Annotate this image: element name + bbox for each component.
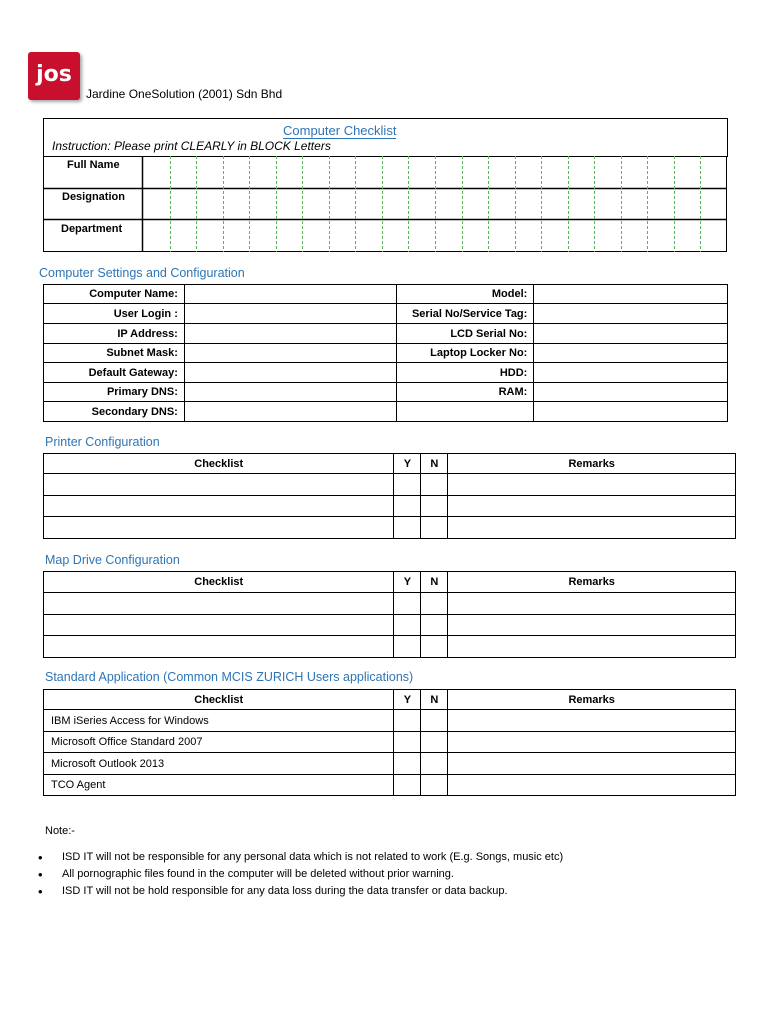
settings-label: Computer Name:: [44, 285, 185, 304]
n-cell[interactable]: [421, 636, 448, 658]
settings-row: [44, 285, 728, 304]
n-cell[interactable]: [421, 710, 448, 732]
remarks-cell[interactable]: [448, 710, 736, 732]
note-item: • ISD IT will not be responsible for any personal data which is not related to work (E.g. Songs, music etc): [38, 851, 563, 868]
notes-list: [38, 851, 563, 902]
settings-value-input[interactable]: [184, 304, 397, 324]
n-header: N: [421, 690, 448, 710]
y-header: Y: [394, 454, 421, 474]
settings-value-input[interactable]: [534, 383, 728, 402]
remarks-cell[interactable]: [448, 775, 736, 796]
checklist-header: Checklist: [44, 454, 394, 474]
settings-label: Laptop Locker No:: [397, 344, 534, 363]
checklist-cell[interactable]: [44, 496, 394, 517]
remarks-header: Remarks: [448, 690, 736, 710]
checklist-cell[interactable]: [44, 474, 394, 496]
settings-label: Default Gateway:: [44, 363, 185, 383]
note-item: • All pornographic files found in the computer will be deleted without prior warning.: [38, 868, 563, 885]
app-name: TCO Agent: [44, 775, 394, 796]
table-row: [44, 732, 736, 753]
settings-row: [44, 344, 728, 363]
table-header-row: [44, 572, 736, 593]
remarks-cell[interactable]: [448, 474, 736, 496]
y-cell[interactable]: [394, 732, 421, 753]
settings-row: [44, 324, 728, 344]
table-row: [44, 517, 736, 539]
settings-label: Primary DNS:: [44, 383, 185, 402]
settings-value-input[interactable]: [184, 402, 397, 422]
settings-row: [44, 383, 728, 402]
remarks-cell[interactable]: [448, 615, 736, 636]
y-cell[interactable]: [394, 775, 421, 796]
y-cell[interactable]: [394, 615, 421, 636]
checklist-cell[interactable]: [44, 615, 394, 636]
y-header: Y: [394, 690, 421, 710]
n-cell[interactable]: [421, 753, 448, 775]
table-header-row: [44, 690, 736, 710]
y-header: Y: [394, 572, 421, 593]
checklist-header: Checklist: [44, 572, 394, 593]
settings-value-input[interactable]: [184, 285, 397, 304]
printer-heading: Printer Configuration: [45, 435, 160, 449]
settings-label: Secondary DNS:: [44, 402, 185, 422]
table-row: [44, 593, 736, 615]
name-fields-block: [43, 156, 727, 252]
form-title: Computer Checklist: [283, 123, 397, 138]
remarks-cell[interactable]: [448, 517, 736, 539]
designation-label: Designation: [62, 191, 125, 203]
settings-value-input[interactable]: [184, 324, 397, 344]
n-cell[interactable]: [421, 615, 448, 636]
table-row: [44, 775, 736, 796]
y-cell[interactable]: [394, 496, 421, 517]
y-cell[interactable]: [394, 593, 421, 615]
settings-label: HDD:: [397, 363, 534, 383]
settings-label: Serial No/Service Tag:: [397, 304, 534, 324]
app-name: Microsoft Outlook 2013: [44, 753, 394, 775]
remarks-cell[interactable]: [448, 732, 736, 753]
remarks-header: Remarks: [448, 454, 736, 474]
instruction-text: Instruction: Please print CLEARLY in BLOCK Letters: [52, 139, 331, 153]
y-cell[interactable]: [394, 710, 421, 732]
app-name: IBM iSeries Access for Windows: [44, 710, 394, 732]
logo-text: jos: [36, 62, 72, 87]
settings-value-input[interactable]: [184, 383, 397, 402]
checklist-cell[interactable]: [44, 636, 394, 658]
table-row: [44, 710, 736, 732]
n-cell[interactable]: [421, 474, 448, 496]
remarks-cell[interactable]: [448, 753, 736, 775]
note-item: • ISD IT will not be hold responsible for any data loss during the data transfer or data backup.: [38, 885, 563, 902]
settings-value-input[interactable]: [534, 324, 728, 344]
printer-table: [43, 453, 736, 539]
app-name: Microsoft Office Standard 2007: [44, 732, 394, 753]
full-name-input[interactable]: [144, 157, 726, 188]
settings-row: [44, 363, 728, 383]
map-drive-table: [43, 571, 736, 658]
settings-label: [397, 402, 534, 422]
department-input[interactable]: [144, 221, 726, 251]
n-cell[interactable]: [421, 517, 448, 539]
checklist-header: Checklist: [44, 690, 394, 710]
y-cell[interactable]: [394, 474, 421, 496]
settings-value-input[interactable]: [184, 363, 397, 383]
table-row: [44, 615, 736, 636]
table-row: [44, 496, 736, 517]
department-label: Department: [61, 223, 123, 235]
full-name-label: Full Name: [67, 159, 120, 171]
settings-label: LCD Serial No:: [397, 324, 534, 344]
computer-settings-table: [43, 284, 728, 422]
settings-value-input[interactable]: [534, 402, 728, 422]
remarks-cell[interactable]: [448, 636, 736, 658]
n-cell[interactable]: [421, 593, 448, 615]
notes-heading: Note:-: [45, 825, 75, 837]
y-cell[interactable]: [394, 636, 421, 658]
remarks-header: Remarks: [448, 572, 736, 593]
company-logo: [28, 52, 80, 100]
remarks-cell[interactable]: [448, 496, 736, 517]
settings-value-input[interactable]: [534, 285, 728, 304]
table-row: [44, 753, 736, 775]
settings-value-input[interactable]: [534, 304, 728, 324]
n-header: N: [421, 454, 448, 474]
table-row: [44, 474, 736, 496]
designation-input[interactable]: [144, 190, 726, 219]
company-name: Jardine OneSolution (2001) Sdn Bhd: [86, 87, 283, 101]
settings-label: RAM:: [397, 383, 534, 402]
checklist-cell[interactable]: [44, 593, 394, 615]
y-cell[interactable]: [394, 517, 421, 539]
standard-app-heading: Standard Application (Common MCIS ZURICH Users applications): [45, 670, 414, 684]
settings-label: IP Address:: [44, 324, 185, 344]
y-cell[interactable]: [394, 753, 421, 775]
checklist-cell[interactable]: [44, 517, 394, 539]
settings-row: [44, 304, 728, 324]
map-drive-heading: Map Drive Configuration: [45, 553, 180, 567]
settings-row: [44, 402, 728, 422]
n-cell[interactable]: [421, 732, 448, 753]
n-cell[interactable]: [421, 775, 448, 796]
settings-label: Model:: [397, 285, 534, 304]
table-row: [44, 636, 736, 658]
settings-label: User Login :: [44, 304, 185, 324]
settings-value-input[interactable]: [184, 344, 397, 363]
settings-label: Subnet Mask:: [44, 344, 185, 363]
table-header-row: [44, 454, 736, 474]
remarks-cell[interactable]: [448, 593, 736, 615]
n-cell[interactable]: [421, 496, 448, 517]
standard-app-table: [43, 689, 736, 796]
computer-settings-heading: Computer Settings and Configuration: [39, 266, 245, 280]
n-header: N: [421, 572, 448, 593]
settings-value-input[interactable]: [534, 344, 728, 363]
settings-value-input[interactable]: [534, 363, 728, 383]
